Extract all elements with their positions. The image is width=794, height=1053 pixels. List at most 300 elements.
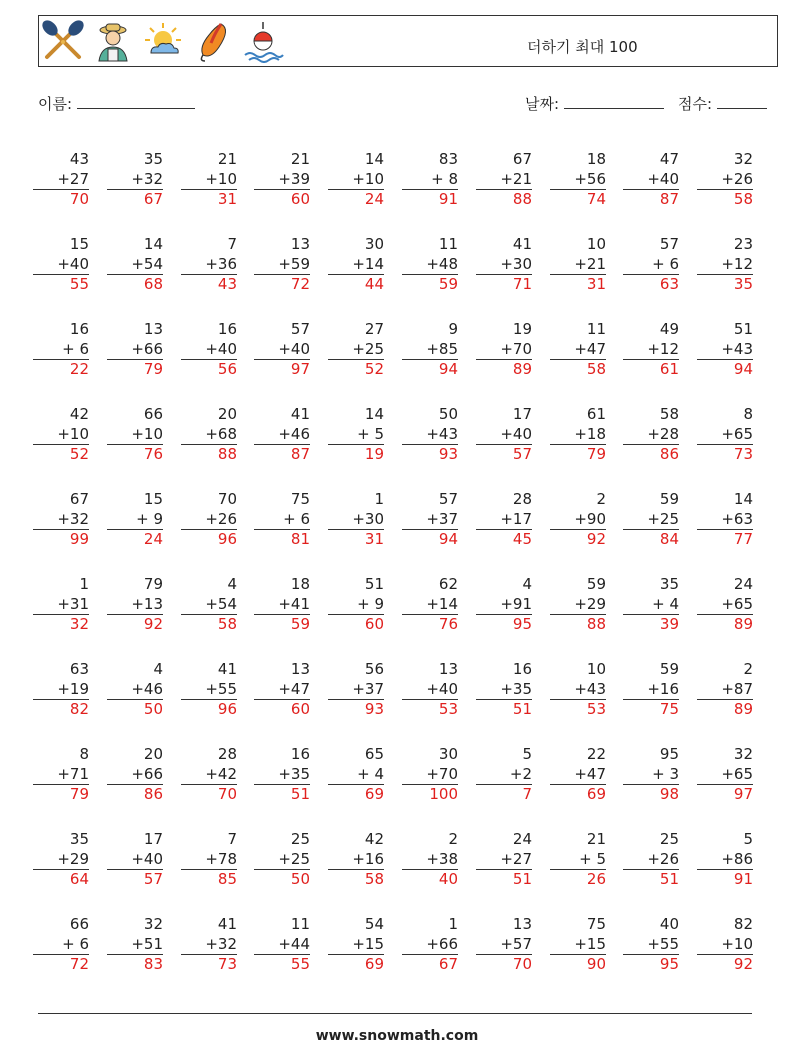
answer: 93: [328, 699, 384, 719]
answer: 31: [181, 189, 237, 209]
second-addend: +47: [574, 765, 606, 783]
second-addend: +35: [278, 765, 310, 783]
addition-problem: [328, 744, 384, 804]
second-addend: + 6: [62, 340, 89, 358]
second-addend: +15: [352, 935, 384, 953]
addition-problem: [254, 404, 310, 464]
second-addend: +40: [500, 425, 532, 443]
second-addend: +21: [500, 170, 532, 188]
addition-problem: [402, 829, 458, 889]
second-addend: +40: [647, 170, 679, 188]
addition-problem: [550, 149, 606, 209]
first-addend: 30: [438, 745, 458, 763]
first-addend: 41: [217, 660, 237, 678]
first-addend: 16: [290, 745, 310, 763]
answer: 53: [402, 699, 458, 719]
answer: 89: [697, 699, 753, 719]
answer: 56: [181, 359, 237, 379]
first-addend: 11: [438, 235, 458, 253]
first-addend: 4: [153, 660, 163, 678]
answer: 94: [402, 359, 458, 379]
first-addend: 20: [217, 405, 237, 423]
second-addend: +21: [574, 255, 606, 273]
first-addend: 17: [512, 405, 532, 423]
answer: 35: [697, 274, 753, 294]
second-addend: +40: [131, 850, 163, 868]
header-box: [38, 15, 778, 67]
second-addend: + 6: [283, 510, 310, 528]
second-addend: +54: [205, 595, 237, 613]
addition-problem: [402, 914, 458, 974]
header-icons: [41, 18, 285, 64]
addition-problem: [697, 744, 753, 804]
first-addend: 70: [217, 490, 237, 508]
second-addend: +25: [278, 850, 310, 868]
second-addend: +51: [131, 935, 163, 953]
second-addend: +26: [721, 170, 753, 188]
first-addend: 17: [143, 830, 163, 848]
answer: 95: [476, 614, 532, 634]
addition-problem: [107, 574, 163, 634]
addition-problem: [550, 829, 606, 889]
first-addend: 1: [374, 490, 384, 508]
second-addend: +40: [426, 680, 458, 698]
addition-problem: [254, 659, 310, 719]
addition-problem: [697, 829, 753, 889]
second-addend: +71: [57, 765, 89, 783]
addition-problem: [328, 404, 384, 464]
answer: 92: [550, 529, 606, 549]
answer: 58: [550, 359, 606, 379]
second-addend: +66: [426, 935, 458, 953]
second-addend: + 9: [357, 595, 384, 613]
addition-problem: [254, 914, 310, 974]
first-addend: 4: [522, 575, 532, 593]
answer: 24: [328, 189, 384, 209]
addition-problem: [623, 404, 679, 464]
answer: 31: [328, 529, 384, 549]
second-addend: + 6: [62, 935, 89, 953]
answer: 77: [697, 529, 753, 549]
addition-problem: [697, 489, 753, 549]
second-addend: +25: [647, 510, 679, 528]
addition-problem: [181, 574, 237, 634]
first-addend: 43: [69, 150, 89, 168]
addition-problem: [402, 659, 458, 719]
first-addend: 40: [659, 915, 679, 933]
addition-problem: [550, 659, 606, 719]
addition-problem: [476, 149, 532, 209]
answer: 92: [107, 614, 163, 634]
answer: 52: [33, 444, 89, 464]
addition-problem: [107, 744, 163, 804]
addition-problem: [33, 319, 89, 379]
first-addend: 63: [69, 660, 89, 678]
answer: 55: [254, 954, 310, 974]
second-addend: +10: [57, 425, 89, 443]
first-addend: 65: [364, 745, 384, 763]
addition-problem: [697, 574, 753, 634]
fishing-bobber-icon: [241, 19, 285, 63]
second-addend: +19: [57, 680, 89, 698]
answer: 45: [476, 529, 532, 549]
addition-problem: [254, 319, 310, 379]
second-addend: +40: [278, 340, 310, 358]
date-line[interactable]: [564, 94, 664, 109]
first-addend: 57: [290, 320, 310, 338]
second-addend: +43: [721, 340, 753, 358]
first-addend: 41: [512, 235, 532, 253]
answer: 24: [107, 529, 163, 549]
answer: 60: [328, 614, 384, 634]
second-addend: +86: [721, 850, 753, 868]
fishing-lure-icon: [191, 19, 235, 63]
addition-problem: [254, 149, 310, 209]
second-addend: + 4: [357, 765, 384, 783]
second-addend: +32: [57, 510, 89, 528]
first-addend: 27: [364, 320, 384, 338]
answer: 94: [402, 529, 458, 549]
first-addend: 4: [227, 575, 237, 593]
addition-problem: [476, 574, 532, 634]
first-addend: 15: [69, 235, 89, 253]
answer: 92: [697, 954, 753, 974]
addition-problem: [181, 914, 237, 974]
first-addend: 41: [290, 405, 310, 423]
first-addend: 2: [743, 660, 753, 678]
second-addend: +17: [500, 510, 532, 528]
name-label: 이름:: [38, 95, 73, 113]
answer: 51: [623, 869, 679, 889]
addition-problem: [476, 744, 532, 804]
addition-problem: [623, 574, 679, 634]
second-addend: +43: [574, 680, 606, 698]
addition-problem: [623, 744, 679, 804]
second-addend: +28: [647, 425, 679, 443]
second-addend: +25: [352, 340, 384, 358]
second-addend: +40: [57, 255, 89, 273]
answer: 58: [697, 189, 753, 209]
first-addend: 18: [290, 575, 310, 593]
answer: 53: [550, 699, 606, 719]
addition-problem: [328, 319, 384, 379]
first-addend: 67: [69, 490, 89, 508]
answer: 64: [33, 869, 89, 889]
second-addend: +12: [647, 340, 679, 358]
second-addend: +44: [278, 935, 310, 953]
answer: 91: [697, 869, 753, 889]
first-addend: 10: [586, 235, 606, 253]
second-addend: +46: [131, 680, 163, 698]
second-addend: +55: [647, 935, 679, 953]
first-addend: 83: [438, 150, 458, 168]
answer: 79: [550, 444, 606, 464]
first-addend: 28: [512, 490, 532, 508]
answer: 68: [107, 274, 163, 294]
first-addend: 2: [448, 830, 458, 848]
first-addend: 47: [659, 150, 679, 168]
answer: 31: [550, 274, 606, 294]
answer: 82: [33, 699, 89, 719]
first-addend: 13: [143, 320, 163, 338]
second-addend: +13: [131, 595, 163, 613]
second-addend: +10: [721, 935, 753, 953]
addition-problem: [476, 829, 532, 889]
answer: 88: [550, 614, 606, 634]
first-addend: 24: [733, 575, 753, 593]
addition-problem: [550, 489, 606, 549]
addition-problem: [33, 404, 89, 464]
answer: 57: [107, 869, 163, 889]
answer: 52: [328, 359, 384, 379]
addition-problem: [402, 489, 458, 549]
answer: 73: [697, 444, 753, 464]
answer: 90: [550, 954, 606, 974]
second-addend: +10: [352, 170, 384, 188]
addition-problem: [181, 829, 237, 889]
second-addend: +70: [426, 765, 458, 783]
addition-problem: [181, 744, 237, 804]
first-addend: 22: [586, 745, 606, 763]
addition-problem: [476, 659, 532, 719]
answer: 97: [254, 359, 310, 379]
score-line[interactable]: [717, 94, 767, 109]
first-addend: 14: [364, 150, 384, 168]
answer: 86: [623, 444, 679, 464]
addition-problem: [254, 574, 310, 634]
addition-problem: [107, 149, 163, 209]
first-addend: 19: [512, 320, 532, 338]
first-addend: 25: [290, 830, 310, 848]
first-addend: 20: [143, 745, 163, 763]
addition-problem: [181, 489, 237, 549]
addition-problem: [623, 914, 679, 974]
first-addend: 7: [227, 235, 237, 253]
answer: 99: [33, 529, 89, 549]
second-addend: +14: [352, 255, 384, 273]
addition-problem: [328, 489, 384, 549]
first-addend: 66: [143, 405, 163, 423]
answer: 7: [476, 784, 532, 804]
answer: 51: [254, 784, 310, 804]
name-line[interactable]: [77, 94, 195, 109]
answer: 51: [476, 699, 532, 719]
answer: 22: [33, 359, 89, 379]
footer-site: www.snowmath.com: [315, 1028, 479, 1044]
addition-problem: [33, 149, 89, 209]
answer: 44: [328, 274, 384, 294]
first-addend: 66: [69, 915, 89, 933]
addition-problem: [623, 234, 679, 294]
second-addend: +85: [426, 340, 458, 358]
addition-problem: [476, 234, 532, 294]
first-addend: 61: [586, 405, 606, 423]
answer: 63: [623, 274, 679, 294]
first-addend: 11: [586, 320, 606, 338]
second-addend: + 9: [136, 510, 163, 528]
second-addend: +27: [500, 850, 532, 868]
first-addend: 35: [143, 150, 163, 168]
first-addend: 7: [227, 830, 237, 848]
first-addend: 1: [79, 575, 89, 593]
first-addend: 13: [512, 915, 532, 933]
first-addend: 62: [438, 575, 458, 593]
first-addend: 35: [69, 830, 89, 848]
second-addend: +29: [574, 595, 606, 613]
answer: 84: [623, 529, 679, 549]
addition-problem: [328, 914, 384, 974]
answer: 88: [476, 189, 532, 209]
addition-problem: [181, 659, 237, 719]
second-addend: +43: [426, 425, 458, 443]
second-addend: +35: [500, 680, 532, 698]
second-addend: +12: [721, 255, 753, 273]
answer: 93: [402, 444, 458, 464]
second-addend: + 3: [652, 765, 679, 783]
addition-problem: [33, 659, 89, 719]
second-addend: +37: [352, 680, 384, 698]
addition-problem: [402, 234, 458, 294]
addition-problem: [623, 829, 679, 889]
second-addend: +15: [574, 935, 606, 953]
first-addend: 50: [438, 405, 458, 423]
addition-problem: [402, 574, 458, 634]
addition-problem: [328, 574, 384, 634]
second-addend: +26: [647, 850, 679, 868]
first-addend: 82: [733, 915, 753, 933]
second-addend: +65: [721, 765, 753, 783]
second-addend: +70: [500, 340, 532, 358]
answer: 86: [107, 784, 163, 804]
first-addend: 32: [143, 915, 163, 933]
first-addend: 14: [143, 235, 163, 253]
addition-problem: [33, 914, 89, 974]
answer: 73: [181, 954, 237, 974]
addition-problem: [181, 404, 237, 464]
answer: 79: [107, 359, 163, 379]
answer: 71: [476, 274, 532, 294]
answer: 43: [181, 274, 237, 294]
addition-problem: [107, 829, 163, 889]
addition-problem: [254, 829, 310, 889]
addition-problem: [107, 914, 163, 974]
date-label: 날짜:: [525, 95, 560, 113]
second-addend: + 4: [652, 595, 679, 613]
first-addend: 79: [143, 575, 163, 593]
addition-problem: [697, 319, 753, 379]
addition-problem: [697, 914, 753, 974]
sun-cloud-icon: [141, 19, 185, 63]
second-addend: +32: [205, 935, 237, 953]
second-addend: + 5: [357, 425, 384, 443]
answer: 95: [623, 954, 679, 974]
answer: 76: [402, 614, 458, 634]
first-addend: 51: [733, 320, 753, 338]
second-addend: +38: [426, 850, 458, 868]
first-addend: 21: [586, 830, 606, 848]
answer: 19: [328, 444, 384, 464]
second-addend: +2: [509, 765, 532, 783]
addition-problem: [33, 744, 89, 804]
answer: 70: [476, 954, 532, 974]
second-addend: +56: [574, 170, 606, 188]
answer: 70: [181, 784, 237, 804]
second-addend: +59: [278, 255, 310, 273]
first-addend: 10: [586, 660, 606, 678]
first-addend: 21: [290, 150, 310, 168]
answer: 69: [550, 784, 606, 804]
answer: 61: [623, 359, 679, 379]
first-addend: 8: [743, 405, 753, 423]
addition-problem: [697, 404, 753, 464]
score-label: 점수:: [678, 95, 713, 113]
addition-problem: [107, 319, 163, 379]
second-addend: +65: [721, 425, 753, 443]
first-addend: 35: [659, 575, 679, 593]
first-addend: 5: [522, 745, 532, 763]
answer: 70: [33, 189, 89, 209]
answer: 74: [550, 189, 606, 209]
answer: 58: [181, 614, 237, 634]
first-addend: 54: [364, 915, 384, 933]
answer: 76: [107, 444, 163, 464]
answer: 67: [107, 189, 163, 209]
first-addend: 14: [733, 490, 753, 508]
first-addend: 18: [586, 150, 606, 168]
second-addend: +63: [721, 510, 753, 528]
second-addend: +46: [278, 425, 310, 443]
addition-problem: [254, 744, 310, 804]
first-addend: 41: [217, 915, 237, 933]
answer: 89: [476, 359, 532, 379]
first-addend: 21: [217, 150, 237, 168]
first-addend: 24: [512, 830, 532, 848]
second-addend: +66: [131, 340, 163, 358]
first-addend: 11: [290, 915, 310, 933]
addition-problem: [402, 319, 458, 379]
answer: 87: [623, 189, 679, 209]
answer: 59: [402, 274, 458, 294]
second-addend: +36: [205, 255, 237, 273]
addition-problem: [402, 744, 458, 804]
answer: 69: [328, 954, 384, 974]
answer: 39: [623, 614, 679, 634]
addition-problem: [623, 489, 679, 549]
addition-problem: [623, 319, 679, 379]
first-addend: 56: [364, 660, 384, 678]
addition-problem: [328, 234, 384, 294]
second-addend: +40: [205, 340, 237, 358]
first-addend: 32: [733, 150, 753, 168]
second-addend: +30: [500, 255, 532, 273]
first-addend: 51: [364, 575, 384, 593]
second-addend: +55: [205, 680, 237, 698]
first-addend: 13: [290, 660, 310, 678]
answer: 83: [107, 954, 163, 974]
first-addend: 49: [659, 320, 679, 338]
first-addend: 42: [69, 405, 89, 423]
addition-problem: [107, 659, 163, 719]
first-addend: 59: [586, 575, 606, 593]
answer: 94: [697, 359, 753, 379]
addition-problem: [328, 659, 384, 719]
answer: 32: [33, 614, 89, 634]
second-addend: +31: [57, 595, 89, 613]
second-addend: +27: [57, 170, 89, 188]
first-addend: 57: [659, 235, 679, 253]
answer: 75: [623, 699, 679, 719]
addition-problem: [623, 659, 679, 719]
